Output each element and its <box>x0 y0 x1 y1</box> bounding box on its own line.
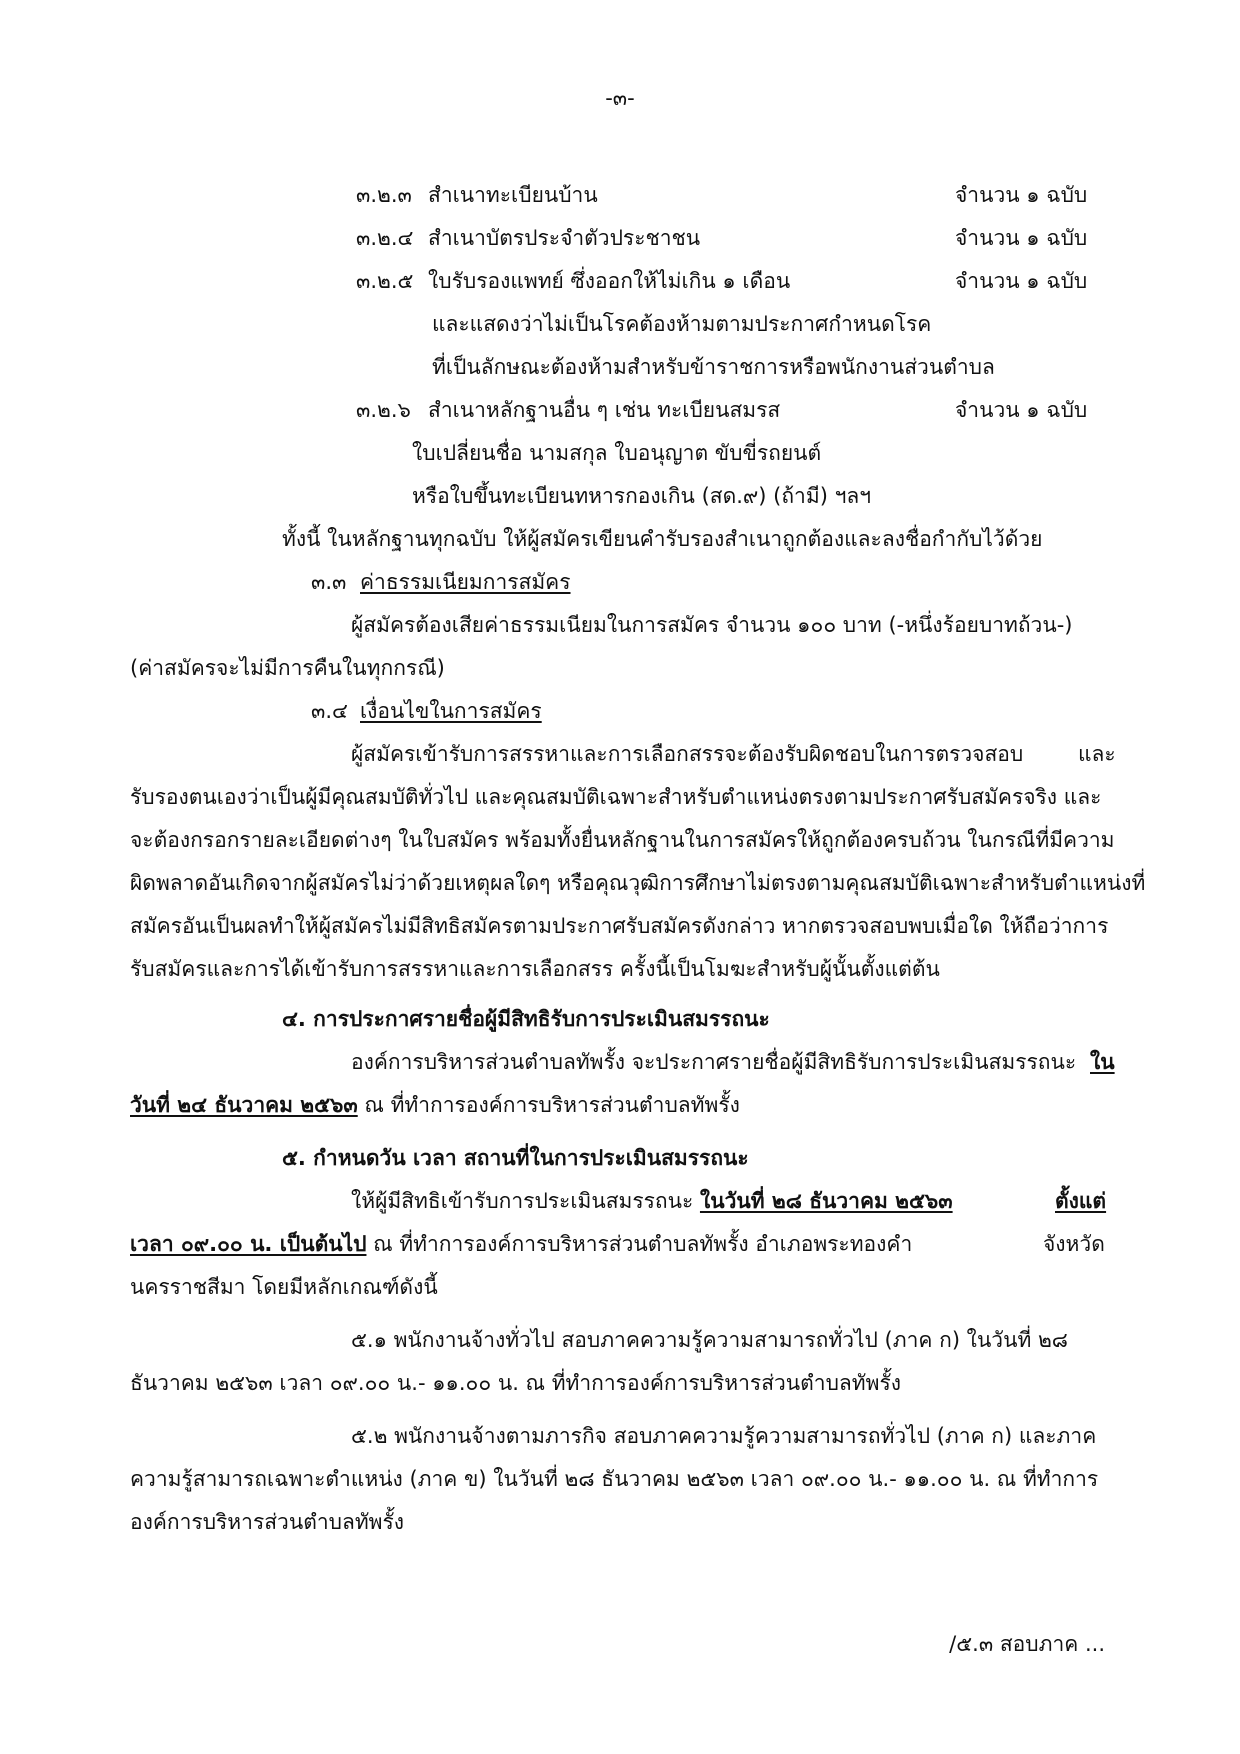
conditions-line: รับสมัครและการได้เข้ารับการสรรหาและการเลือกสรร ครั้งนี้เป็นโมฆะสำหรับผู้นั้นตั้งแต่ต้น <box>130 957 940 981</box>
page-number: -๓- <box>605 86 635 110</box>
doc-item-label: ใบรับรองแพทย์ ซึ่งออกให้ไม่เกิน ๑ เดือน <box>428 269 791 293</box>
section-5-line-tail: ตั้งแต่ <box>1055 1189 1107 1213</box>
doc-item-continuation: ที่เป็นลักษณะต้องห้ามสำหรับข้าราชการหรือพนักงานส่วนตำบล <box>432 355 995 379</box>
conditions-code: ๓.๔ <box>311 699 348 723</box>
section-5-line: นครราชสีมา โดยมีหลักเกณฑ์ดังนี้ <box>130 1275 438 1299</box>
conditions-title: เงื่อนไขในการสมัคร <box>360 699 542 723</box>
assessment-time: เวลา ๐๙.๐๐ น. เป็นต้นไป <box>130 1232 367 1256</box>
section-5-line <box>351 1186 953 1216</box>
conditions-line: ผิดพลาดอันเกิดจากผู้สมัครไม่ว่าด้วยเหตุผลใดๆ หรือคุณวุฒิการศึกษาไม่ตรงตามคุณสมบัติเฉพาะสำหรับตำแหน่งที่ <box>130 871 1146 895</box>
item-5-2-line: ความรู้สามารถเฉพาะตำแหน่ง (ภาค ข) ในวันที่ ๒๘ ธันวาคม ๒๕๖๓ เวลา ๐๙.๐๐ น.- ๑๑.๐๐ น. ณ ที่ทำการ <box>130 1467 1099 1491</box>
assessment-date: ในวันที่ ๒๘ ธันวาคม ๒๕๖๓ <box>699 1189 953 1213</box>
section-4-date-line <box>130 1090 740 1120</box>
item-5-1-line: ธันวาคม ๒๕๖๓ เวลา ๐๙.๐๐ น.- ๑๑.๐๐ น. ณ ที่ทำการองค์การบริหารส่วนตำบลทัพรั้ง <box>130 1371 902 1395</box>
doc-item-continuation: หรือใบขึ้นทะเบียนทหารกองเกิน (สด.๙) (ถ้ามี) ฯลฯ <box>412 484 872 508</box>
doc-item-continuation: ใบเปลี่ยนชื่อ นามสกุล ใบอนุญาต ขับขี่รถยนต์ <box>412 441 822 465</box>
section-4-line: องค์การบริหารส่วนตำบลทัพรั้ง จะประกาศรายชื่อผู้มีสิทธิรับการประเมินสมรรถนะ <box>351 1050 1077 1074</box>
doc-item-count: จำนวน ๑ ฉบับ <box>955 269 1088 293</box>
section-5-time-line <box>130 1229 912 1259</box>
item-5-1-line: ๕.๑ พนักงานจ้างทั่วไป สอบภาคความรู้ความสามารถทั่วไป (ภาค ก) ในวันที่ ๒๘ <box>351 1328 1069 1352</box>
certify-note: ทั้งนี้ ในหลักฐานทุกฉบับ ให้ผู้สมัครเขียนคำรับรองสำเนาถูกต้องและลงชื่อกำกับไว้ด้วย <box>282 527 1043 551</box>
continuation-note: /๕.๓ สอบภาค ... <box>949 1632 1105 1656</box>
item-5-2-line: ๕.๒ พนักงานจ้างตามภารกิจ สอบภาคความรู้ความสามารถทั่วไป (ภาค ก) และภาค <box>351 1424 1097 1448</box>
fee-line: ผู้สมัครต้องเสียค่าธรรมเนียมในการสมัคร จำนวน ๑๐๐ บาท (-หนึ่งร้อยบาทถ้วน-) <box>351 613 1073 637</box>
doc-item-count: จำนวน ๑ ฉบับ <box>955 398 1088 422</box>
doc-item-count: จำนวน ๑ ฉบับ <box>955 183 1088 207</box>
section-5-heading: ๕. กำหนดวัน เวลา สถานที่ในการประเมินสมรรถนะ <box>282 1146 749 1170</box>
conditions-line-tail: และ <box>1078 742 1116 766</box>
conditions-line: รับรองตนเองว่าเป็นผู้มีคุณสมบัติทั่วไป และคุณสมบัติเฉพาะสำหรับตำแหน่งตรงตามประกาศรับสมัครจริง และ <box>130 785 1102 809</box>
doc-item-label: สำเนาหลักฐานอื่น ๆ เช่น ทะเบียนสมรส <box>428 398 781 422</box>
doc-item-count: จำนวน ๑ ฉบับ <box>955 226 1088 250</box>
doc-item-label: สำเนาบัตรประจำตัวประชาชน <box>428 226 701 250</box>
doc-item-code: ๓.๒.๖ <box>356 398 411 422</box>
doc-item-continuation: และแสดงว่าไม่เป็นโรคต้องห้ามตามประกาศกำหนดโรค <box>432 312 932 336</box>
conditions-line: สมัครอันเป็นผลทำให้ผู้สมัครไม่มีสิทธิสมัครตามประกาศรับสมัครดังกล่าว หากตรวจสอบพบเมื่อใด ให้ถือว่าการ <box>130 914 1109 938</box>
announcement-date: วันที่ ๒๔ ธันวาคม ๒๕๖๓ <box>130 1093 358 1117</box>
section-4-heading: ๔. การประกาศรายชื่อผู้มีสิทธิรับการประเมินสมรรถนะ <box>282 1007 770 1031</box>
conditions-line: จะต้องกรอกรายละเอียดต่างๆ ในใบสมัคร พร้อมทั้งยื่นหลักฐานในการสมัครให้ถูกต้องครบถ้วน ในกรณีที่มีความ <box>130 828 1115 852</box>
conditions-line: ผู้สมัครเข้ารับการสรรหาและการเลือกสรรจะต้องรับผิดชอบในการตรวจสอบ <box>351 742 1024 766</box>
doc-item-code: ๓.๒.๕ <box>356 269 414 293</box>
doc-item-label: สำเนาทะเบียนบ้าน <box>428 183 598 207</box>
section-5-line-rest: ณ ที่ทำการองค์การบริหารส่วนตำบลทัพรั้ง อำเภอพระทองคำ <box>366 1232 913 1256</box>
item-5-2-line: องค์การบริหารส่วนตำบลทัพรั้ง <box>130 1510 405 1534</box>
fee-note: (ค่าสมัครจะไม่มีการคืนในทุกกรณี) <box>130 656 445 680</box>
fee-title: ค่าธรรมเนียมการสมัคร <box>360 570 571 594</box>
section-4-line-rest: ณ ที่ทำการองค์การบริหารส่วนตำบลทัพรั้ง <box>357 1093 740 1117</box>
section-5-line-text: ให้ผู้มีสิทธิเข้ารับการประเมินสมรรถนะ <box>351 1189 700 1213</box>
section-5-line-tail: จังหวัด <box>1043 1232 1105 1256</box>
doc-item-code: ๓.๒.๔ <box>356 226 414 250</box>
doc-item-code: ๓.๒.๓ <box>356 183 412 207</box>
fee-code: ๓.๓ <box>311 570 347 594</box>
section-4-line-tail: ใน <box>1090 1050 1115 1074</box>
